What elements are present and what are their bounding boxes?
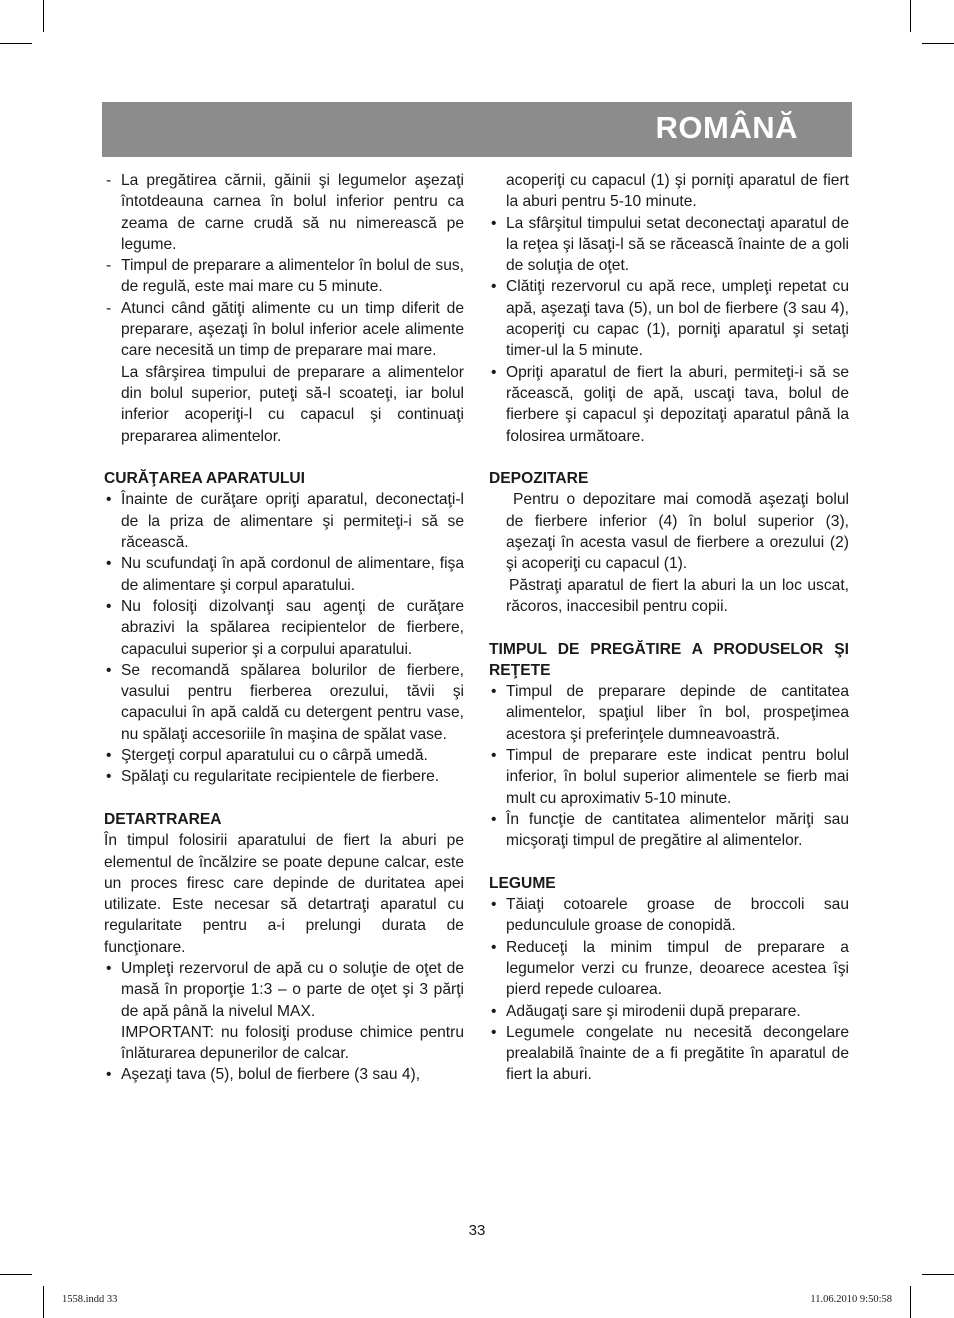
list-item: [489, 1022, 849, 1086]
list-item-text: Ştergeţi corpul aparatului cu o cârpă umedă.: [121, 747, 428, 765]
bullet-marker: •: [491, 896, 497, 914]
list-item-text: Adăugaţi sare şi mirodenii după preparare.: [506, 1002, 801, 1020]
crop-mark: [0, 43, 32, 44]
crop-mark: [922, 1274, 954, 1275]
list-item-text: Nu scufundaţi în apă cordonul de alimentare, fişa de alimentare şi corpul aparatului.: [121, 555, 464, 594]
list-item-text: Timpul de preparare depinde de cantitatea alimentelor, spaţiul liber în bol, prospeţimea acestora şi preferinţele dumneavoastră.: [506, 683, 849, 743]
bullet-marker: •: [106, 959, 112, 977]
list-item-text: Nu folosiţi dizolvanţi sau agenţi de curăţare abrazivi la spălarea recipientelor de fierbere, capacului superior şi a corpului aparatului.: [121, 597, 464, 658]
bullet-marker: •: [106, 747, 112, 765]
bullet-marker: •: [491, 214, 497, 232]
list-item: [104, 170, 464, 255]
bullet-marker: •: [491, 278, 497, 296]
list-item-text: Spălaţi cu regularitate recipientele de fierbere.: [121, 768, 440, 786]
section-heading-cooking-time: TIMPUL DE PREGĂTIRE A PRODUSELOR ŞI REŢETE: [489, 640, 849, 679]
list-item: [104, 489, 464, 553]
crop-mark: [43, 0, 44, 32]
paragraph: Păstraţi aparatul de fiert la aburi la un loc uscat, răcoros, inaccesibil pentru copii.: [506, 576, 849, 615]
section-heading-descaling: DETARTRAREA: [104, 810, 222, 828]
list-item: [104, 553, 464, 596]
bullet-marker: •: [106, 491, 112, 509]
bullet-marker: •: [106, 1066, 112, 1084]
list-item: [489, 276, 849, 361]
list-item-text: Clătiţi rezervorul cu apă rece, umpleţi repetat cu apă, aşezaţi tava (5), un bol de fierbere (3 sau 4), acoperiţi cu capac (1), porniţi aparatul şi setaţi timer-ul la 5 minute.: [506, 278, 849, 360]
section-heading-storage: DEPOZITARE: [489, 470, 589, 488]
crop-mark: [922, 43, 954, 44]
crop-mark: [43, 1286, 44, 1318]
list-item: [489, 937, 849, 1001]
section-heading-cleaning: CURĂŢAREA APARATULUI: [104, 470, 305, 488]
list-item: [489, 681, 849, 745]
list-continuation: acoperiţi cu capacul (1) şi porniţi aparatul de fiert la aburi pentru 5-10 minute.: [506, 172, 849, 211]
list-item-text: Umpleţi rezervorul de apă cu o soluţie de oţet de masă în proporţie 1:3 – o parte de oţet şi 3 părţi de apă până la nivelul MAX.: [121, 959, 464, 1020]
list-item-text: La pregătirea cărnii, găinii şi legumelor aşezaţi întotdeauna carnea în bolul inferior pentru ca zeama de carne crudă să nu nimerească pe legume.: [121, 172, 464, 253]
list-item-text: În funcţie de cantitatea alimentelor măriţi sau micşoraţi timpul de pregătire al alimentelor.: [506, 810, 849, 850]
bullet-marker: •: [106, 768, 112, 786]
list-item-text: Timpul de preparare este indicat pentru bolul inferior, în bolul superior alimentele se fierb mai mult cu aproximativ 5-10 minute.: [506, 747, 849, 807]
list-item: [104, 255, 464, 298]
bullet-marker: •: [491, 810, 497, 828]
list-item: [104, 766, 464, 787]
list-item: [104, 1064, 464, 1085]
bullet-marker: •: [106, 597, 112, 615]
section-heading-vegetables: LEGUME: [489, 874, 556, 892]
bullet-marker: •: [491, 1002, 497, 1020]
list-item: [104, 596, 464, 660]
bullet-marker: •: [491, 747, 497, 765]
right-column: [489, 170, 849, 1086]
list-item: [489, 894, 849, 937]
crop-mark: [910, 0, 911, 32]
list-item: [489, 362, 849, 447]
bullet-marker: •: [491, 683, 497, 701]
bullet-marker: •: [106, 555, 112, 573]
list-item: [489, 809, 849, 852]
list-item-text: La sfârşitul timpului setat deconectaţi aparatul de la reţea şi lăsaţi-l să se răcească înainte de a goli de soluţia de oţet.: [506, 214, 849, 275]
list-continuation: La sfârşirea timpului de preparare a alimentelor din bolul superior, puteţi să-l scoateţi, iar bolul inferior acoperiţi-l cu capacul şi continuaţi prepararea alimentelor.: [121, 363, 464, 445]
paragraph: Pentru o depozitare mai comodă aşezaţi bolul de fierbere inferior (4) în bolul superior (3), aşezaţi în acesta vasul de fierbere a orezului (2) şi acoperiţi cu capacul (1).: [506, 491, 849, 573]
list-item: [489, 745, 849, 809]
list-item-text: Atunci când gătiţi alimente cu un timp diferit de preparare, aşezaţi în bolul inferior acele alimente care necesită un timp de preparare mai mare.: [121, 299, 464, 360]
list-item: [489, 1001, 849, 1022]
bullet-marker: •: [491, 363, 497, 381]
file-name-slug: 1558.indd 33: [62, 1294, 118, 1305]
list-item-text: Opriţi aparatul de fiert la aburi, permiteţi-i să se răcească, goliţi de apă, uscaţi tava, bolul de fierbere şi capacul şi depozitaţi aparatul până la folosirea următoare.: [506, 363, 849, 445]
list-item-text: Aşezaţi tava (5), bolul de fierbere (3 sau 4),: [121, 1066, 421, 1084]
page-number: 33: [468, 1222, 486, 1239]
dash-marker: -: [106, 172, 112, 189]
list-item: [104, 958, 464, 1022]
paragraph: În timpul folosirii aparatului de fiert la aburi pe elementul de încălzire se poate depune calcar, este un proces firesc care depinde de duritatea apei utilizate. Este necesar să detartraţi aparatul cu regularitate pentru a-i prelungi durata de funcţionare.: [104, 832, 464, 956]
dash-marker: -: [106, 299, 112, 317]
bullet-marker: •: [491, 938, 497, 956]
list-item-text: Se recomandă spălarea bolurilor de fierbere, vasului pentru fierberea orezului, tăvii şi capacului în apă caldă cu detergent pentru vase, nu spălaţi accesoriile în maşina de spălat vase.: [121, 661, 464, 743]
list-item: [104, 745, 464, 766]
list-item: [104, 298, 464, 362]
list-item-text: Înainte de curăţare opriţi aparatul, deconectaţi-l de la priza de alimentare şi permiteţi-i să se răcească.: [121, 491, 464, 552]
bullet-marker: •: [491, 1023, 497, 1041]
list-item-text: Legumele congelate nu necesită decongelare prealabilă înainte de a fi pregătite în aparatul de fiert la aburi.: [506, 1023, 849, 1084]
timestamp-slug: 11.06.2010 9:50:58: [810, 1294, 892, 1305]
list-item: [489, 213, 849, 277]
crop-mark: [910, 1286, 911, 1318]
language-header-bar: [102, 102, 852, 157]
bullet-marker: •: [106, 661, 112, 679]
list-item-text: Tăiaţi cotoarele groase de broccoli sau peduncululе groase de conopidă.: [506, 896, 849, 935]
crop-mark: [0, 1274, 32, 1275]
important-note: IMPORTANT: nu folosiţi produse chimice pentru înlăturarea depunerilor de calcar.: [121, 1023, 464, 1063]
language-title: ROMÂNĂ: [655, 110, 798, 145]
left-column: [104, 170, 464, 1086]
list-item-text: Reduceţi la minim timpul de preparare a legumelor verzi cu frunze, deoarece acestea îşi pierd repede culoarea.: [506, 938, 849, 999]
list-item-text: Timpul de preparare a alimentelor în bolul de sus, de regulă, este mai mare cu 5 minute.: [121, 257, 464, 296]
list-item: [104, 660, 464, 745]
dash-marker: -: [106, 257, 112, 275]
